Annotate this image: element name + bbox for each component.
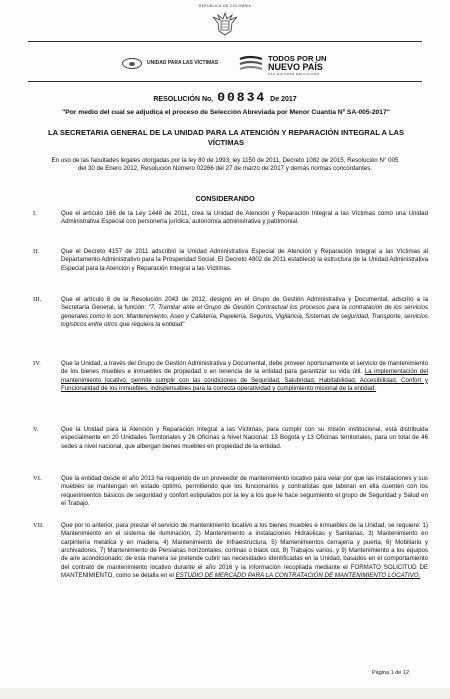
item-text-part: Que la Unidad, a través del Grupo de Gestión Administrativa y Documental, debe proveer oportunamente el servicio de mantenimiento de los bienes muebles e inmuebles de propiedad o en tenencia de la entidad para garantizar su vida útil. (61, 360, 428, 376)
item-text (61, 296, 428, 329)
considerando-heading: CONSIDERANDO (195, 194, 255, 203)
item-numeral: III. (33, 296, 42, 303)
item-numeral: IV. (33, 360, 41, 367)
item-numeral: II. (33, 248, 40, 255)
resolution-line (0, 90, 450, 105)
item-text: Que la entidad desde el año 2013 ha requerido de un proveedor de mantenimiento locativo para velar por que las instalaciones y sus muebles se mantengan en estado óptimo, permitiendo que los funcionarios y contratistas que laboran en ella cuenten con los requerimientos básicos de seguridad y confort estipulados por la ley a los que le hace seguimiento el grupo de Seguridad y Salud en el Trabajo. (61, 475, 428, 508)
logo-line-2: NUEVO PAÍS (268, 62, 323, 72)
item-text-part: Que por lo anterior, para prestar el servicio de mantenimiento locativo a los bienes muebles e inmuebles de la Unidad, se requiere: 1) Mantenimiento en el sistema de iluminación, 2) Mantenimiento a instalaciones Hidráulicas y Sanitarias, 3) Mantenimiento en carpintería metálica y en madera, 4) Mantenimiento de Infraestructura, 5) Mantenimientos cerrajería y puerta, 6) Mobiliario y archivadores, 7) Mantenimiento de Persianas horizontales, cortinas o black out, 8) Trabajos varios, y 9) Mantenimiento a los equipos de aire acondicionado; de esta manera se pretende cubrir las necesidades identificadas en la Unidad, basados en el comportamiento del contrato de mantenimiento locativo durante el año 2016 y la información recopilada mediante el FORMATO SOLICITUD DE MANTENIMIENTO, como se detalla en el (61, 522, 428, 580)
stripes-icon (238, 55, 264, 73)
header-rule (28, 41, 422, 42)
item-numeral: V. (33, 426, 39, 433)
item-text: Que el artículo 166 de la Ley 1448 de 2011, crea la Unidad de Atención y Reparación Integral a las Víctimas como una Unidad Administrativa Especial con personería jurídica, autonomía administrativa y patrimonial. (61, 210, 428, 226)
item-quoted-function: "7. Tramitar ante el Grupo de Gestión Contractual los procesos para la contratación de los servicios generales como lo son: Mantenimiento, Aseo y Cafetería, Papelería, Seguros, Vigilancia, Sistemas de seguridad, Transporte, servicios logísticos entre otros que requiera la entidad" (61, 304, 428, 329)
item-text: Que el Decreto 4157 de 2011 adscribió la Unidad Administrativa Especial de Atención y Reparación Integral a las Víctimas al Departamento Administrativo para la Prosperidad Social. El Decreto 4802 de 2011 estableció la estructura de la Unidad Administrativa Especial para la Atención y Reparación Integral a las Víctimas. (61, 248, 428, 272)
item-underlined-text: La implementación del mantenimiento locativo, permite cumplir con las condiciones de Seguridad, Salubridad, Habitabilidad, Accesibilidad, Confort y Funcionalidad de los inmuebles, indispensables para la correcta operatividad y cumplimiento misional de la entidad. (61, 368, 428, 393)
item-text-part: Que el artículo 6 de la Resolución 2043 de 2012, designó en el Grupo de Gestión Administrativa y Documental, adscrito a la Secretaría General, la función: (61, 296, 428, 312)
item-text (61, 522, 428, 580)
victims-unit-logo-text: UNIDAD PARA LAS VÍCTIMAS (147, 60, 219, 66)
page-edge (0, 688, 450, 699)
resolution-prefix: RESOLUCIÓN No. (153, 96, 214, 103)
logo-line-3: PAZ EQUIDAD EDUCACIÓN (268, 72, 320, 76)
logo-rule (28, 81, 422, 82)
resolution-year: De 2017 (270, 96, 297, 103)
item-text (61, 360, 428, 393)
item-numeral: VII. (33, 522, 44, 529)
item-emphasized-text: ESTUDIO DE MERCADO PARA LA CONTRATACIÓN DE MANTENIMIENTO LOCATIVO. (175, 572, 421, 580)
item-text: Que la Unidad para la Atención y Reparación Integral a las Víctimas, para cumplir con su misión institucional, está distribuida especialmente en 20 Unidades Territoriales y 26 Oficinas a Nivel Nacional: 13 Bogotá y 13 Oficinas territoriales, para un total de 46 sedes a nivel nacional, que albergan bienes muebles en propiedad de la entidad. (61, 426, 428, 450)
item-numeral: VI. (33, 475, 42, 482)
coat-of-arms-icon (211, 11, 239, 37)
page-number: Página 1 de 12 (372, 670, 410, 676)
issuer-heading: LA SECRETARIA GENERAL DE LA UNIDAD PARA LA ATENCIÓN Y REPARACIÓN INTEGRAL A LAS VÍCTIMAS (47, 128, 405, 147)
item-numeral: I. (33, 210, 37, 217)
republic-label: REPÚBLICA DE COLOMBIA (198, 4, 252, 8)
legal-basis-paragraph: En uso de las facultades legales otorgadas por la ley 80 de 1993, ley 1150 de 2011, Decreto 1082 de 2015, Resolución N° 005 del 30 de Enero 2012, Resolución Número 02266 del 27 de marzo de 2017 y demás normas concordantes. (51, 157, 399, 173)
todos-por-un-nuevo-pais-logo (238, 53, 338, 77)
resolution-number: 00834 (217, 90, 267, 105)
victims-unit-logo (122, 58, 227, 70)
seal-icon (122, 58, 142, 69)
resolution-title: "Por medio del cual se adjudica el proceso de Selección Abreviada por Menor Cuantía Nº SA-005-2017" (62, 109, 390, 116)
logo-line-1: TODOS POR UN (268, 54, 327, 63)
